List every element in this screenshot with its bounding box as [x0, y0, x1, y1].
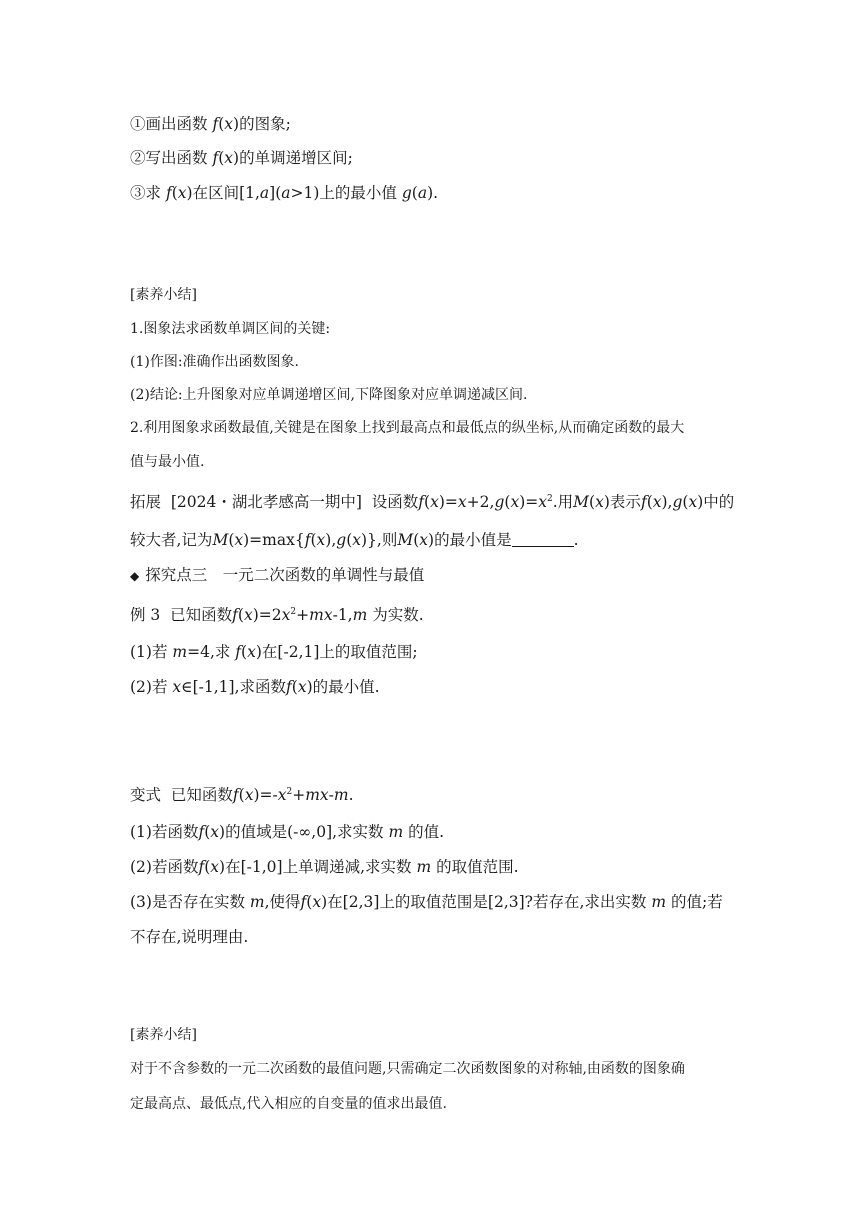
- summary-p2: (1)作图:准确作出函数图象.: [130, 354, 299, 370]
- example-q2: (2)若 x∈[-1,1],求函数f(x)的最小值.: [130, 678, 380, 696]
- variant-q3: (3)是否存在实数 m,使得f(x)在[2,3]上的取值范围是[2,3]?若存在,求出实数 m 的值;若: [130, 893, 723, 911]
- variant-q2: (2)若函数f(x)在[-1,0]上单调递减,求实数 m 的取值范围.: [130, 858, 519, 876]
- summary2-p1: 对于不含参数的一元二次函数的最值问题,只需确定二次函数图象的对称轴,由函数的图象确: [130, 1061, 685, 1077]
- example-stem: 例 3 已知函数$f(x)=2x^2+mx-1,m$ 为实数.: [130, 606, 424, 624]
- section-title: ◆ 探究点三 一元二次函数的单调性与最值: [130, 566, 425, 584]
- diamond-icon: ◆: [130, 569, 140, 583]
- example-q1: (1)若 m=4,求 f(x)在[-2,1]上的取值范围;: [130, 643, 418, 661]
- answer-blank[interactable]: [512, 532, 574, 547]
- item-2: ②写出函数 f(x)的单调递增区间;: [130, 149, 353, 167]
- item-3: ③求 f(x)在区间[1,a](a>1)上的最小值 g(a).: [130, 184, 439, 202]
- summary-p3: (2)结论:上升图象对应单调递增区间,下降图象对应单调递减区间.: [130, 387, 528, 403]
- variant-q3-cont: 不存在,说明理由.: [130, 928, 249, 946]
- summary2-p2: 定最高点、最低点,代入相应的自变量的值求出最值.: [130, 1096, 447, 1112]
- summary-heading: [素养小结]: [130, 287, 197, 303]
- item-1: ①画出函数 f(x)的图象;: [130, 115, 291, 133]
- summary-p4a: 2.利用图象求函数最值,关键是在图象上找到最高点和最低点的纵坐标,从而确定函数的最大: [130, 420, 685, 436]
- variant-stem: 变式 已知函数$f(x)=-x^2+mx-m$.: [130, 786, 354, 804]
- extension-line-1: 拓展 [2024・湖北孝感高一期中] 设函数$f(x)=x+2,g(x)=x^2$.用M(x)表示f(x),g(x)中的: [130, 493, 735, 511]
- variant-q1: (1)若函数f(x)的值域是(-∞,0],求实数 m 的值.: [130, 823, 445, 841]
- summary2-heading: [素养小结]: [130, 1027, 197, 1043]
- summary-p1: 1.图象法求函数单调区间的关键:: [130, 321, 331, 337]
- summary-p4b: 值与最小值.: [130, 454, 205, 470]
- extension-line-2: 较大者,记为M(x)=max{f(x),g(x)},则M(x)的最小值是 .: [130, 531, 579, 549]
